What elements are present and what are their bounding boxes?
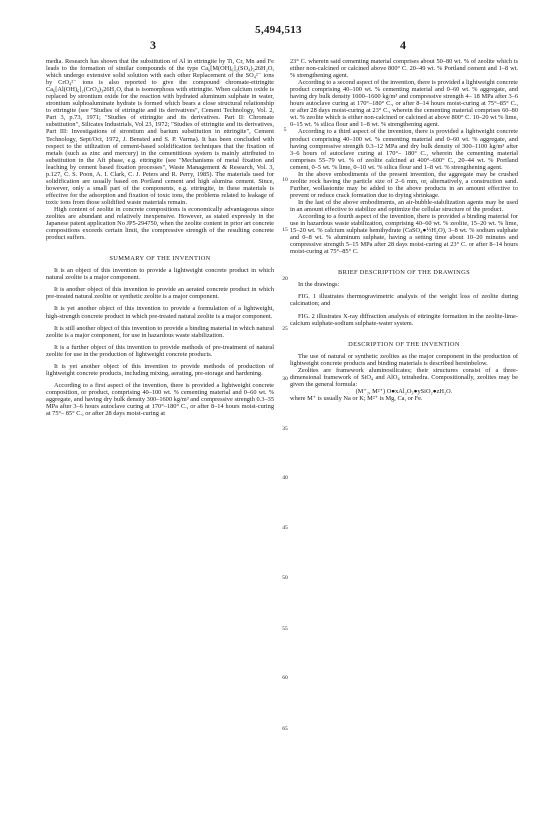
line-number-65: 65	[282, 726, 288, 732]
description-paragraph-2: Zeolites are framework aluminosilicates; their structures consist of a three-dimensional framework of SiO₄ and AlO₄ tetrahedra. Compositionally, zeolites may be given the general formula:	[290, 366, 518, 388]
left-paragraph-ettringite: media. Research has shown that the substitution of Al in ettringite by Ti, Cr, Mn and Fe leads to the formation of similar compounds of the type Ca₆[M(OH)₆]₂(SO₄)₃26H₂O, which undergo extensive solid solution with each other Replacement of the SO₄²⁻ ions by CrO₄²⁻ ions is also reported to give the compound chromate-ettringite Ca₆[Al(OH)₆]₂(CrO₄)₃26H₂O, that is isomorphous with ettringite. When calcium oxide is replaced by strontium oxide for the reaction with hydrated aluminum sulphate in water, strontium sulphoaluminate hydrate is formed which bears a close structural relationship to ettringite (see "Studies of ettringite and its derivatives", Cement Technology, Vol. 2, Part 3, p.73, 1971; "Studies of ettringite and its derivatives. Part II: Chromate substitution", Silicates Industrials, Vol 23, 1972; "Studies of ettringite and its derivatives, Part III: Investigations of strontium and barium substitution in ettringite", Cement Technology, Sept/Oct, 1972, J. Bensted and S. P. Varma). It has been concluded with respect to the utilization of cement-based solidification techniques that the fixation of metals (such as zinc and mercury) in the cementitious system is mainly attributed to substitution in the Aft phase, e.g. ettringite (see "Mechanisms of metal fixation and leaching by cement based fixation processes", Waste Management & Research, Vol. 3, p.127, C. S. Poon, A. I. Clark, C. J. Peters and R. Perry, 1985). The materials used for solidification are usually based on Portland cement and high alumina cement. Since, however, only a small part of the components, e.g. ettringite, in these materials is effective for the adsorption and fixation of toxic ions, the problems related to leakage of toxic ions from those solidified waste materials remain.	[46, 58, 274, 206]
line-number-20: 20	[282, 276, 288, 282]
first-aspect-paragraph: According to a first aspect of the invention, there is provided a lightweight concrete composition, or product, comprising 40–100 wt. % cementing material and 0–60 wt. % aggregate, and having dry bulk density 300–1600 kg/m³ and compressive strength 0.3–35 MPa after 3–6 hours autoclave curing at 170°–180° C., or after 8–14 hours moist-curing at 75°– 85° C., or after 28 days moist-curing at	[46, 381, 274, 418]
line-number-55: 55	[282, 626, 288, 632]
summary-object-3: It is yet another object of this invention to provide a formulation of a lightweight, high-strength concrete product in which pre-treated natural zeolite is a major component.	[46, 305, 274, 320]
left-paragraph-zeolite-content: High content of zeolite in concrete compositions is economically advantageous since zeolites are abundant and relatively inexpensive. However, as stated expressly in the Japanese patent application No JP5-294750, when the zeolite content in prior art concrete compositions exceeds certain limit, the compressive strength of the resulting concrete product suffers.	[46, 205, 274, 242]
summary-object-5: It is a further object of this invention to provide methods of pre-treatment of natural zeolite for use in the production of lightweight concrete products.	[46, 343, 274, 358]
line-number-10: 10	[282, 177, 288, 183]
fourth-aspect-paragraph: According to a fourth aspect of the invention, there is provided a binding material for use in hazardous waste stabilization, comprising 40–60 wt. % zeolite, 15–20 wt. % lime, 15–20 wt. % calcium sulphate hemihydrate (CaSO₄●½H₂O), 3–8 wt. % sodium sulphate and 0–8 wt. % aluminum sulphate, having a setting time about 10–20 minutes and compressive strength 5–15 MPa after 28 days moist-curing at 23° C. or after 8–14 hours moist-curing at 75°–85° C.	[290, 213, 518, 256]
drawings-heading: BRIEF DESCRIPTION OF THE DRAWINGS	[338, 269, 470, 277]
description-paragraph-1: The use of natural or synthetic zeolites as the major component in the production of lightweight concrete products and binding materials is described hereinbelow.	[290, 352, 518, 367]
line-number-50: 50	[282, 575, 288, 581]
line-number-30: 30	[282, 376, 288, 382]
patent-number: 5,494,513	[255, 24, 302, 36]
drawings-intro: In the drawings:	[298, 281, 340, 289]
line-number-40: 40	[282, 475, 288, 481]
line-number-35: 35	[282, 426, 288, 432]
embodiments-aggregate-paragraph: In the above embodiments of the present invention, the aggregate may be crushed zeolite rock having the particle size of 2–6 mm, or, alternatively, a construction sand. Further, wollastonite may be added to the above products in an amount effective to prevent or reduce crack formation due to drying shrinkage.	[290, 170, 518, 199]
right-paragraph-continuation: 23° C. wherein said cementing material comprises about 50–80 wt. % of zeolite which is either non-calcined or calcined above 800° C. 20–49 wt. % Portland cement and 1–8 wt. % strengthening agent.	[290, 58, 518, 80]
summary-object-2: It is another object of this invention to provide an aerated concrete product in which pre-treated natural zeolite or synthetic zeolite is a major component.	[46, 286, 274, 301]
air-bubble-paragraph: In the last of the above embodiments, an air-bubble-stabilization agents may be used in an amount effective to stabilize and optimize the cellular structure of the product.	[290, 198, 518, 213]
line-number-25: 25	[282, 326, 288, 332]
left-column	[46, 58, 274, 417]
fig1-description: FIG. 1 illustrates thermogravimetric analysis of the weight loss of zeolite during calcination; and	[290, 293, 518, 308]
second-aspect-paragraph: According to a second aspect of the invention, there is provided a lightweight concrete product comprising 40–100 wt. % cementing material and 0–60 wt. % aggregate, and having dry bulk density 1000–1600 kg/m³ and compressive strength 4– 18 MPa after 3–6 hours autoclave curing at 170°–180° C., or after 8–14 hours moist-curing at 75°–85° C., or after 28 days moist-curing at 23° C., wherein the cementing material comprises 60–80 wt. % zeolite which is either non-calcined or calcined at above 800° C. 10–20 wt % lime, 0–15 wt. % silica flour and 1–8 wt. % strengthening agent.	[290, 79, 518, 129]
summary-object-4: It is still another object of this invention to provide a binding material in which natural zeolite is a major component, for use in hazardous waste stabilization.	[46, 324, 274, 339]
line-number-45: 45	[282, 525, 288, 531]
summary-object-1: It is an object of this invention to provide a lightweight concrete product in which natural zeolite is a major component.	[46, 267, 274, 282]
line-number-15: 15	[282, 227, 288, 233]
page-number-left: 3	[150, 38, 156, 52]
summary-object-6: It is yet another object of this invention to provide methods of production of lightweight concrete products, including mixing, aerating, pre-storage and hardening.	[46, 362, 274, 377]
page-number-right: 4	[400, 38, 406, 52]
zeolite-formula: (M⁺₂, M²⁺) O●xAl₂O₃●ySiO₂●zH₂O.	[355, 387, 453, 395]
third-aspect-paragraph: According to a third aspect of the invention, there is provided a lightweight concrete product comprising 40–100 wt. % cementing material and 0–60 wt. % aggregate, and having compressive strength 0.3–12 MPa and dry bulk density of 300–1100 kg/m³ after 3–6 hours of autoclave curing at 170°– 180° C., wherein the cementing material comprises 55–79 wt. % of zeolite calcined at 400°–600° C., 20–44 wt. % Portland cement, 0–5 wt. % lime, 0–10 wt. % silica flour and 1–8 wt. % strengthening agent.	[290, 128, 518, 171]
description-heading: DESCRIPTION OF THE INVENTION	[348, 340, 460, 348]
summary-heading: SUMMARY OF THE INVENTION	[109, 255, 211, 263]
right-column	[290, 58, 518, 402]
line-number-5: 5	[283, 127, 287, 133]
fig2-description: FIG. 2 illustrates X-ray diffraction analysis of ettringite formation in the zeolite-lime-calcium sulphate-sodium sulphate-water system.	[290, 312, 518, 327]
formula-explanation: where M⁺ is usually Na or K; M²⁺ is Mg, Ca, or Fe.	[290, 394, 423, 402]
line-number-60: 60	[282, 675, 288, 681]
